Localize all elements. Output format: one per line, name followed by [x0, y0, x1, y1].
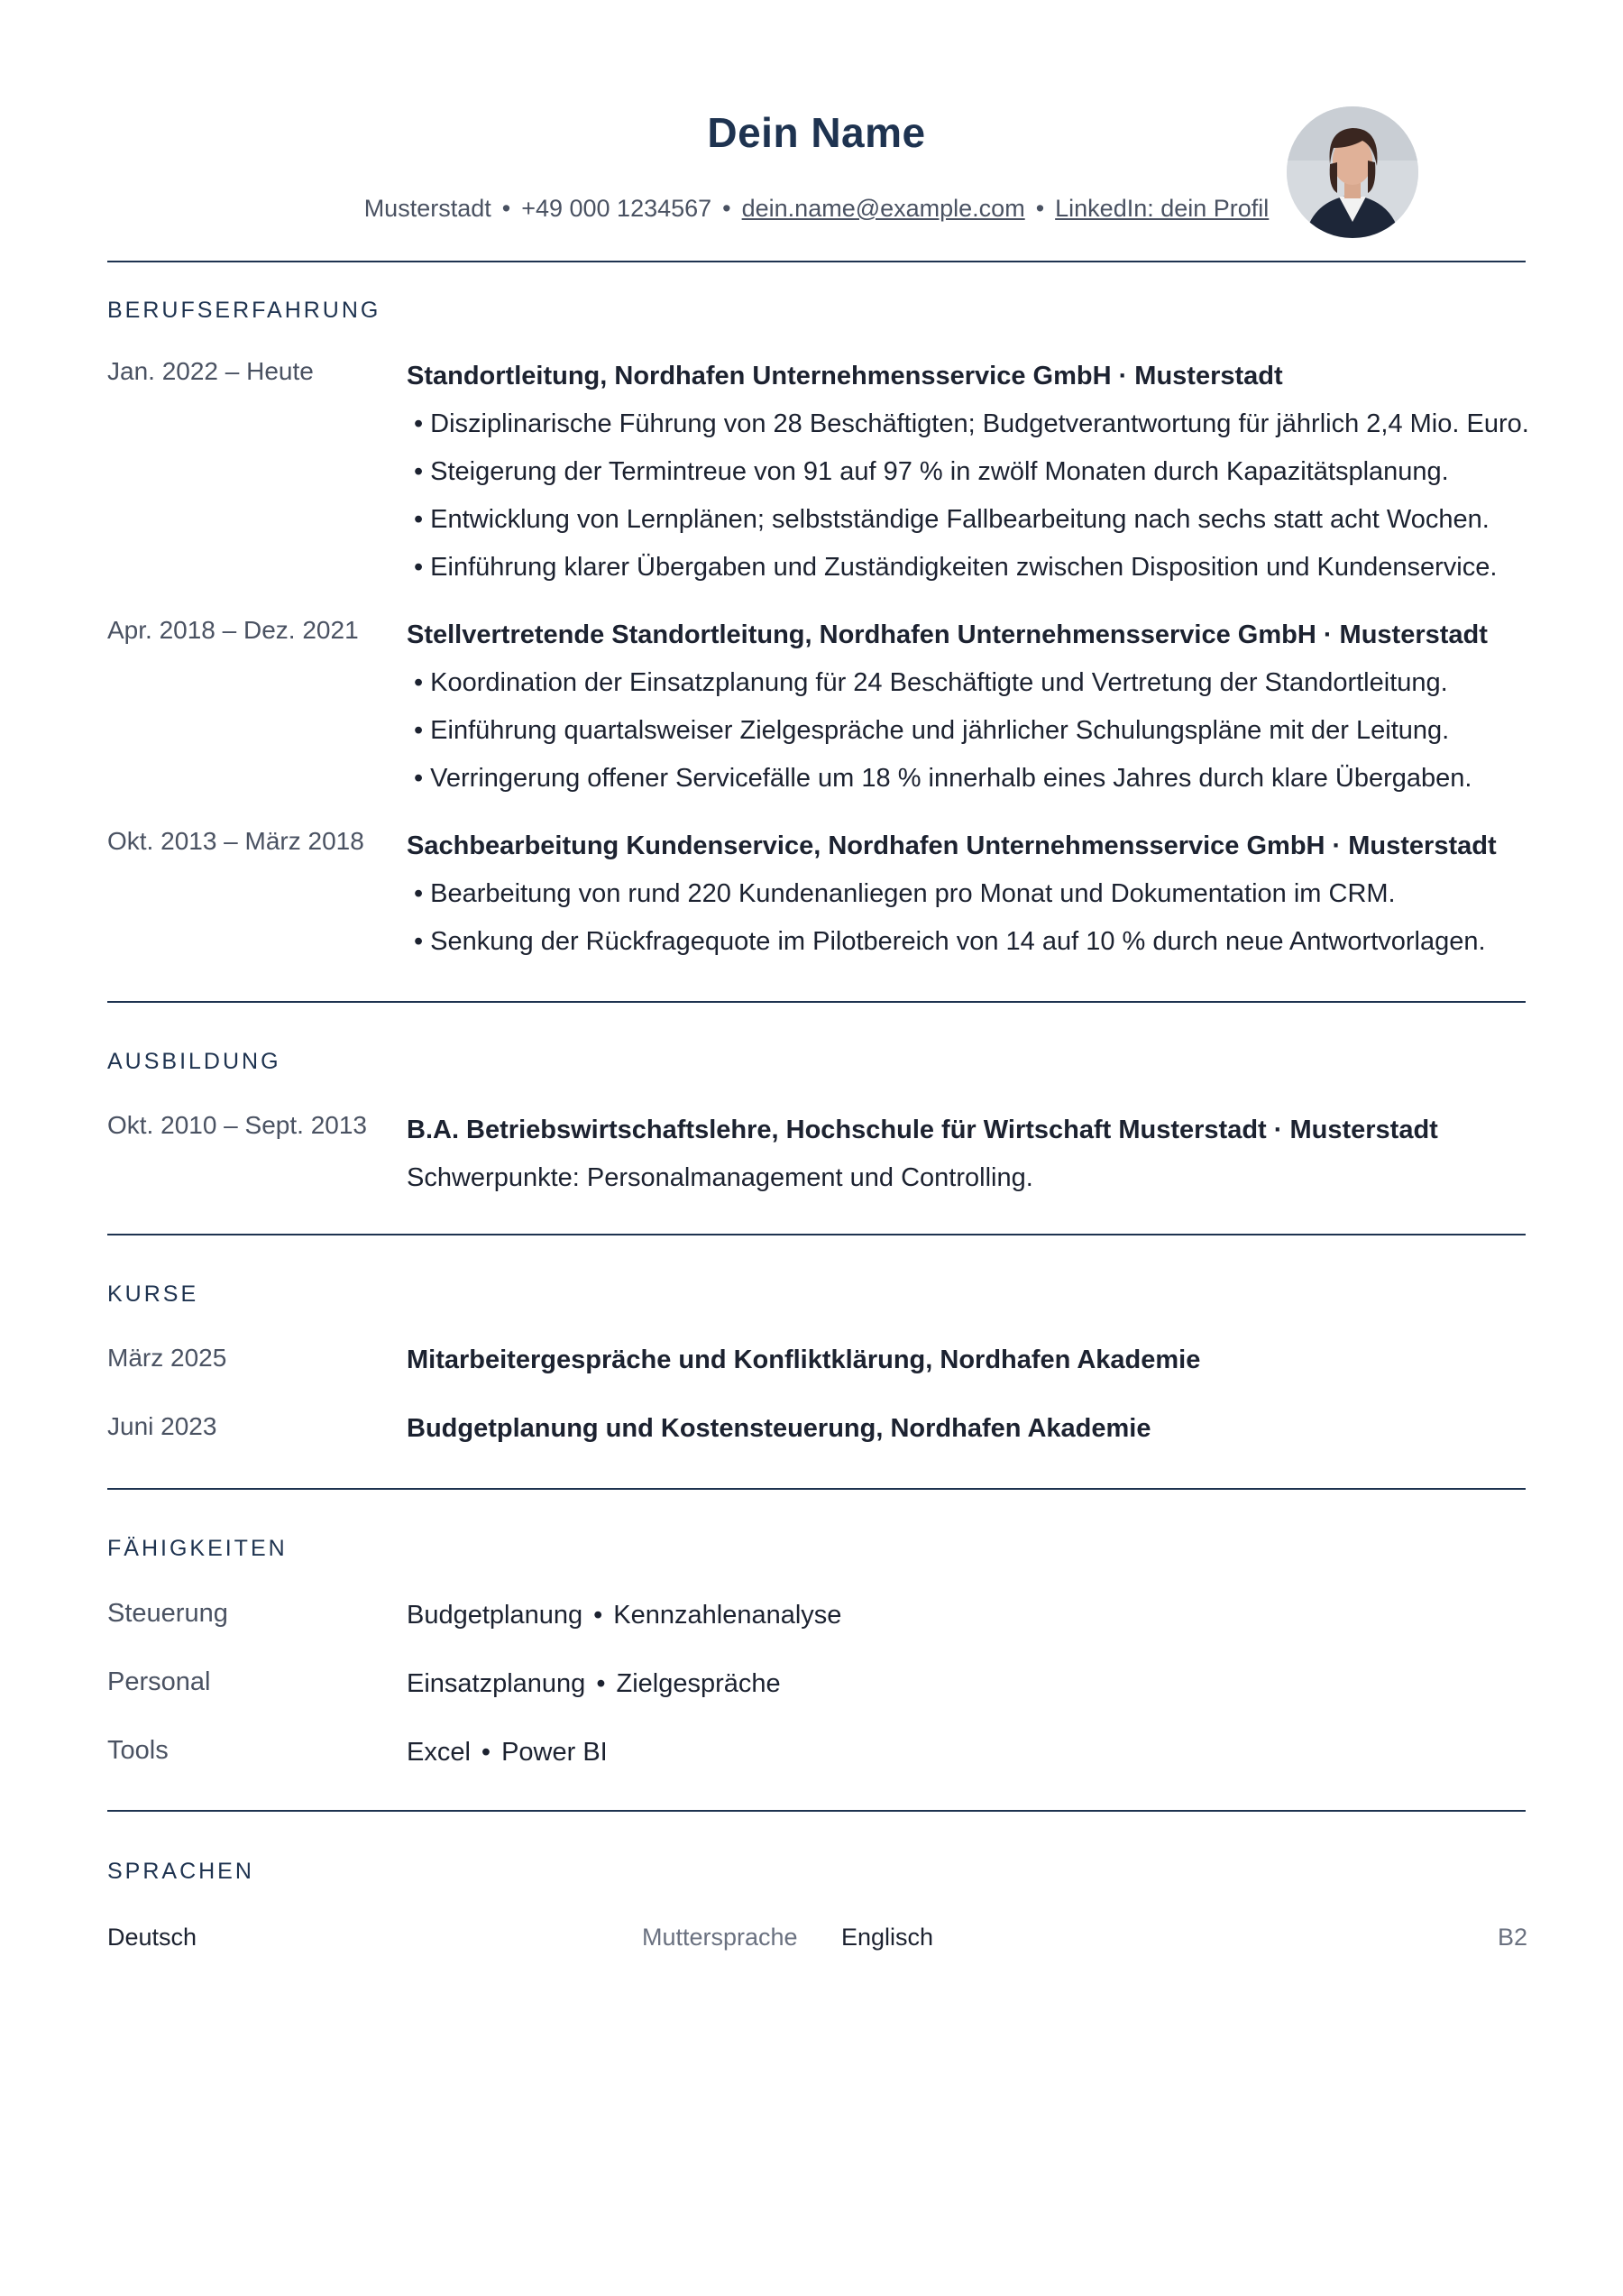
job-role: Standortleitung, Nordhafen Unternehmensservice GmbH · Musterstadt: [407, 362, 1283, 390]
skill-separator: •: [593, 1601, 603, 1630]
education-date: Okt. 2010 – Sept. 2013: [107, 1111, 367, 1139]
course-content: [407, 1345, 1526, 1375]
language-name: Deutsch: [107, 1924, 197, 1951]
job-bullet: • Bearbeitung von rund 220 Kundenanliegen pro Monat und Dokumentation im CRM.: [407, 870, 1526, 918]
language-name: Englisch: [841, 1924, 934, 1951]
education-content: [407, 1106, 1526, 1201]
section-title-languages: SPRACHEN: [107, 1859, 254, 1884]
contact-city: Musterstadt: [363, 195, 491, 222]
language-level: Muttersprache: [642, 1924, 798, 1951]
job-content: [407, 352, 1529, 592]
job-role: Sachbearbeitung Kundenservice, Nordhafen Unternehmensservice GmbH · Musterstadt: [407, 831, 1497, 860]
skill-item: Budgetplanung: [407, 1601, 583, 1630]
contact-linkedin-link[interactable]: LinkedIn: dein Profil: [1055, 195, 1270, 222]
section-divider: [107, 1810, 1526, 1812]
section-divider: [107, 1001, 1526, 1003]
skill-separator: •: [481, 1738, 491, 1767]
contact-phone: +49 000 1234567: [521, 195, 712, 222]
skill-item: Zielgespräche: [616, 1669, 781, 1698]
job-date: Jan. 2022 – Heute: [107, 357, 314, 385]
contact-separator: •: [501, 195, 511, 222]
job-role: Stellvertretende Standortleitung, Nordhafen Unternehmensservice GmbH · Musterstadt: [407, 620, 1488, 649]
skill-list: [407, 1601, 1526, 1630]
job-bullet: • Senkung der Rückfragequote im Pilotbereich von 14 auf 10 % durch neue Antwortvorlagen.: [407, 918, 1526, 966]
job-date: Apr. 2018 – Dez. 2021: [107, 616, 359, 644]
skill-category: Personal: [107, 1667, 211, 1696]
job-bullet: • Disziplinarische Führung von 28 Beschäftigten; Budgetverantwortung für jährlich 2,4 Mio. Euro.: [407, 400, 1526, 448]
education-note: Schwerpunkte: Personalmanagement und Controlling.: [407, 1163, 1033, 1192]
contact-email-link[interactable]: dein.name@example.com: [741, 195, 1025, 222]
section-divider: [107, 1488, 1526, 1490]
job-date: Okt. 2013 – März 2018: [107, 827, 364, 855]
job-bullet: • Entwicklung von Lernplänen; selbstständige Fallbearbeitung nach sechs statt acht Wochen.: [407, 496, 1526, 544]
section-title-experience: BERUFSERFAHRUNG: [107, 298, 381, 323]
skill-category: Steuerung: [107, 1599, 228, 1628]
contact-separator: •: [1035, 195, 1045, 222]
section-title-education: AUSBILDUNG: [107, 1049, 281, 1074]
job-bullets: [407, 870, 1526, 966]
course-date: März 2025: [107, 1344, 227, 1372]
section-title-skills: FÄHIGKEITEN: [107, 1536, 288, 1561]
skill-item: Einsatzplanung: [407, 1669, 586, 1698]
job-bullet: • Koordination der Einsatzplanung für 24 Beschäftigte und Vertretung der Standortleitung.: [407, 659, 1526, 707]
skill-item: Excel: [407, 1738, 471, 1767]
skill-item: Kennzahlenanalyse: [613, 1601, 842, 1630]
job-bullets: [407, 659, 1526, 803]
contact-separator: •: [722, 195, 731, 222]
section-title-courses: KURSE: [107, 1281, 199, 1307]
language-level: B2: [1498, 1924, 1528, 1951]
profile-portrait-image: [1287, 106, 1418, 238]
profile-photo: [1287, 106, 1418, 238]
job-bullet: • Einführung klarer Übergaben und Zuständigkeiten zwischen Disposition und Kundenservice.: [407, 544, 1526, 592]
skill-separator: •: [596, 1669, 606, 1698]
course-content: [407, 1414, 1526, 1444]
section-divider: [107, 1234, 1526, 1235]
course-name: Mitarbeitergespräche und Konfliktklärung, Nordhafen Akademie: [407, 1345, 1201, 1374]
skill-item: Power BI: [501, 1738, 608, 1767]
header-divider: [107, 261, 1526, 262]
job-bullet: • Steigerung der Termintreue von 91 auf 97 % in zwölf Monaten durch Kapazitätsplanung.: [407, 448, 1526, 496]
job-bullet: • Verringerung offener Servicefälle um 18 % innerhalb eines Jahres durch klare Übergaben.: [407, 755, 1526, 803]
job-bullet: • Einführung quartalsweiser Zielgespräche und jährlicher Schulungspläne mit der Leitung.: [407, 707, 1526, 755]
job-bullets: [407, 400, 1529, 592]
skill-list: [407, 1738, 1526, 1768]
candidate-name: Dein Name: [707, 109, 926, 156]
course-date: Juni 2023: [107, 1412, 217, 1440]
skill-category: Tools: [107, 1736, 169, 1765]
skill-list: [407, 1669, 1526, 1699]
job-content: [407, 611, 1526, 803]
course-name: Budgetplanung und Kostensteuerung, Nordhafen Akademie: [407, 1414, 1151, 1443]
education-degree: B.A. Betriebswirtschaftslehre, Hochschule für Wirtschaft Musterstadt · Musterstadt: [407, 1116, 1438, 1144]
job-content: [407, 822, 1526, 966]
